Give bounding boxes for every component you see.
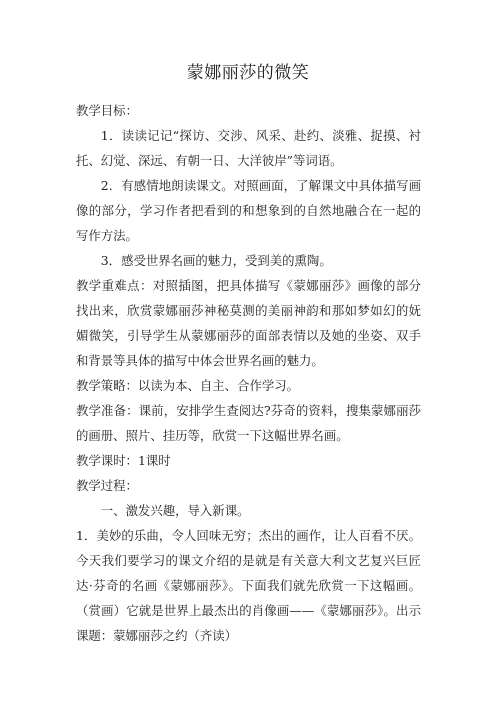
process-heading: 教学过程： <box>76 478 138 493</box>
document-title: 蒙娜丽莎的微笑 <box>186 63 310 83</box>
step-1-heading: 一、激发兴趣，导入新课。 <box>100 503 250 518</box>
teaching-periods: 教学课时：1课时 <box>76 453 171 468</box>
objectives-heading: 教学目标： <box>76 103 138 118</box>
teaching-preparation: 教学准备：课前，安排学生查阅达?芬奇的资料，搜集蒙娜丽莎的画册、照片、挂历等，欣赏一下这幅世界名画。 <box>76 403 421 443</box>
objective-1: 1．读读记记“探访、交涉、风采、赴约、淡雅、捉摸、衬托、幻觉、深远、有朝一日、大洋彼岸”等词语。 <box>76 128 421 168</box>
key-points: 教学重难点：对照插图，把具体描写《蒙娜丽莎》画像的部分找出来，欣赏蒙娜丽莎神秘莫测的美丽神韵和那如梦如幻的妩媚微笑，引导学生从蒙娜丽莎的面部表情以及她的坐姿、双手和背景等具体的描写中体会世界名画的魅力。 <box>76 278 421 368</box>
objective-2: 2．有感情地朗读课文。对照画面，了解课文中具体描写画像的部分，学习作者把看到的和想象到的自然地融合在一起的写作方法。 <box>76 178 421 243</box>
document-body <box>76 98 421 648</box>
step-1-paragraph: 1．美妙的乐曲，令人回味无穷；杰出的画作，让人百看不厌。今天我们要学习的课文介绍的是就是有关意大利文艺复兴巨匠达·芬奇的名画《蒙娜丽莎》。下面我们就先欣赏一下这幅画。（赏画）它就是世界上最杰出的肖像画——《蒙娜丽莎》。出示课题：蒙娜丽莎之约（齐读） <box>76 528 421 643</box>
objective-3: 3．感受世界名画的魅力，受到美的熏陶。 <box>100 253 332 268</box>
teaching-strategy: 教学策略：以读为本、自主、合作学习。 <box>76 378 300 393</box>
